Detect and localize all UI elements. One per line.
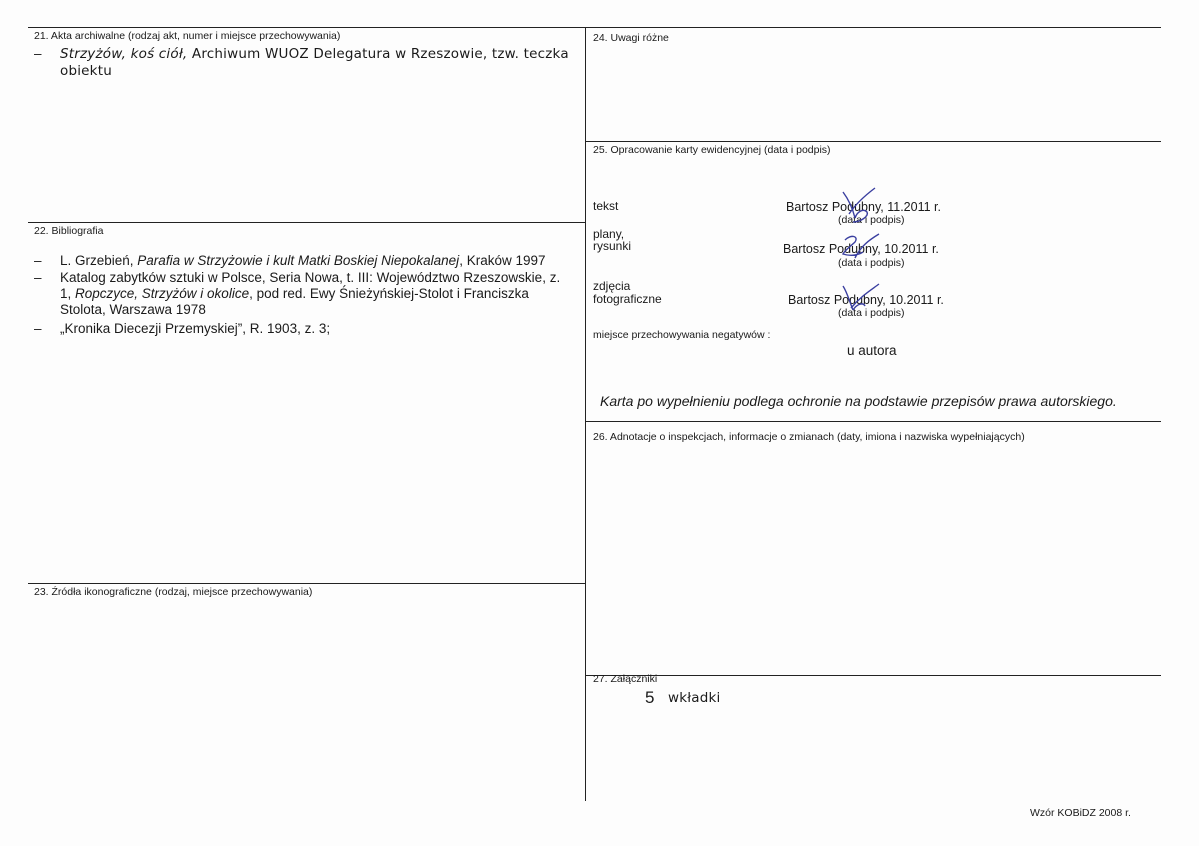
top-rule (28, 27, 1161, 28)
archive-place: Strzyżów, koś ciół, (60, 46, 188, 62)
rule-s27 (586, 675, 1161, 676)
signature-mark (835, 184, 885, 228)
section-25-label: 25. Opracowanie karty ewidencyjnej (data i podpis) (593, 144, 831, 156)
bibliography-item: „Kronika Diecezji Przemyskiej”, R. 1903, z. 3; (60, 321, 331, 336)
bibliography-item (60, 253, 546, 268)
row-label-drawings: plany, (593, 227, 625, 241)
archive-entry-line2: obiektu (60, 63, 112, 79)
negatives-location: u autora (847, 343, 897, 358)
bibliography-item-line3: Stolota, Warszawa 1978 (60, 302, 206, 317)
rule-s23 (28, 583, 585, 584)
bib-volume: 1, (60, 286, 76, 301)
row-label-photos-2: fotograficzne (593, 292, 662, 306)
bibliography-item: Katalog zabytków sztuki w Polsce, Seria Nowa, t. III: Województwo Rzeszowskie, z. (60, 270, 561, 285)
archive-entry (60, 46, 569, 62)
author-date-drawings: Bartosz Podubny, 10.2011 r. (783, 242, 939, 256)
rule-s26 (586, 421, 1161, 422)
caption-date-signature: (data i podpis) (838, 307, 905, 319)
section-22-label: 22. Bibliografia (34, 225, 104, 237)
caption-date-signature: (data i podpis) (838, 257, 905, 269)
section-24-label: 24. Uwagi różne (593, 32, 669, 44)
list-dash: – (34, 253, 42, 268)
row-label-drawings-2: rysunki (593, 239, 632, 253)
section-21-label: 21. Akta archiwalne (rodzaj akt, numer i miejsce przechowywania) (34, 30, 341, 42)
template-footer: Wzór KOBiDZ 2008 r. (1030, 807, 1131, 819)
section-23-label: 23. Źródła ikonograficzne (rodzaj, miejsce przechowywania) (34, 586, 313, 598)
author-date-text: Bartosz Podubny, 11.2011 r. (786, 200, 941, 214)
bib-author: L. Grzebień, (60, 253, 138, 268)
section-27-label: 27. Załączniki (593, 673, 658, 685)
list-dash: – (34, 321, 42, 336)
attachments-count: 5 (645, 688, 655, 707)
bibliography-item-line2 (60, 286, 529, 301)
list-dash: – (34, 270, 42, 285)
list-dash: – (34, 46, 42, 61)
bib-editors: , pod red. Ewy Śnieżyńskiej-Stolot i Franciszka (249, 286, 529, 301)
archive-description: Archiwum WUOZ Delegatura w Rzeszowie, tzw. teczka (187, 46, 569, 62)
row-label-text: tekst (593, 199, 619, 213)
signature-mark (835, 228, 885, 264)
row-label-photos: zdjęcia (593, 279, 631, 293)
center-divider (585, 27, 586, 801)
attachments-unit: wkładki (668, 690, 721, 706)
rule-s25 (586, 141, 1161, 142)
bib-publication: , Kraków 1997 (459, 253, 546, 268)
negatives-label: miejsce przechowywania negatywów : (593, 329, 771, 341)
bib-title: Parafia w Strzyżowie i kult Matki Boskiej Niepokalanej (137, 253, 460, 268)
caption-date-signature: (data i podpis) (838, 214, 905, 226)
signature-mark (835, 280, 885, 316)
rule-s22 (28, 222, 585, 223)
section-26-label: 26. Adnotacje o inspekcjach, informacje o zmianach (daty, imiona i nazwiska wypełniających) (593, 431, 1025, 443)
bib-title: Ropczyce, Strzyżów i okolice (75, 286, 250, 301)
author-date-photos: Bartosz Podubny, 10.2011 r. (788, 293, 944, 307)
copyright-note: Karta po wypełnieniu podlega ochronie na podstawie przepisów prawa autorskiego. (600, 393, 1117, 409)
